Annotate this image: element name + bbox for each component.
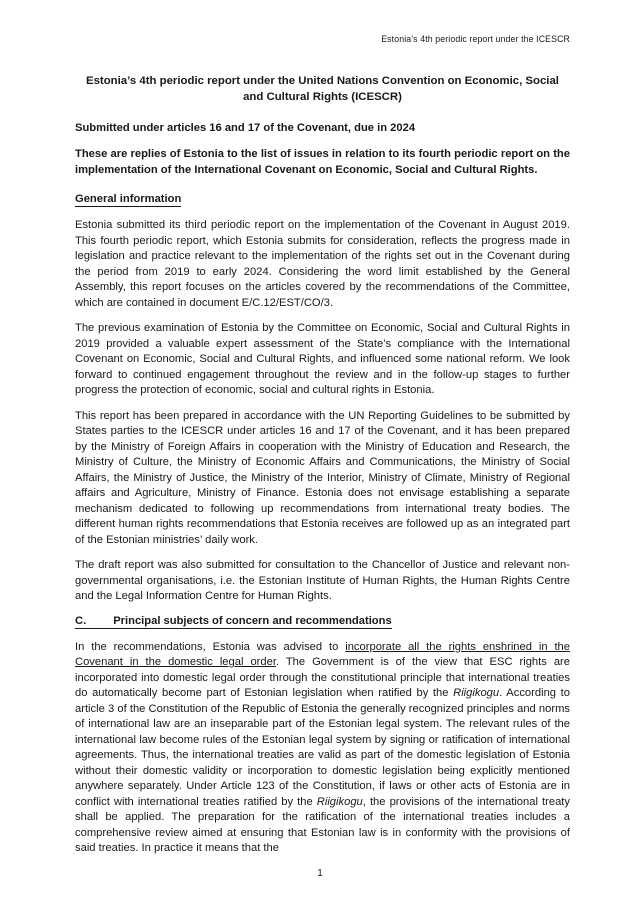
document-title: Estonia’s 4th periodic report under the United Nations Convention on Economic, Social and Cultural Rights (ICESCR) bbox=[86, 75, 559, 103]
text-run: , the provisions of the international treaty shall be applied. The preparation for the ratification of the international treaties includes a comprehensive review aimed at ensuring that Estonian law is in conformity with the provisions of said treaties. In practice it means that the bbox=[75, 795, 570, 854]
submitted-line: Submitted under articles 16 and 17 of the Covenant, due in 2024 bbox=[75, 122, 416, 134]
paragraph-incorporation bbox=[75, 640, 570, 857]
section-heading-title: Principal subjects of concern and recommendations bbox=[113, 614, 392, 627]
section-heading-text: General information bbox=[75, 193, 182, 205]
italic-term-riigikogu: Riigikogu bbox=[453, 687, 500, 699]
running-header: Estonia’s 4th periodic report under the ICESCR bbox=[381, 34, 570, 44]
page-number: 1 bbox=[317, 868, 323, 879]
text-run: In the recommendations, Estonia was advised to bbox=[75, 640, 346, 653]
text-run: . According to article 3 of the Constitution of the Republic of Estonia the generally recognized principles and norms of international law are an inseparable part of the Estonian legal system. The relevant rules of the international law become rules of the Estonian legal system by signing or ratification of international agreements. Thus, the international treaties are valid as part of the domestic legislation of Estonia without their domestic validity or incorporation to domestic legislation being explicitly mentioned anywhere separately. Under Article 123 of the Constitution, if laws or other acts of Estonia are in conflict with international treaties ratified by the bbox=[75, 687, 570, 808]
section-heading-general-information bbox=[75, 193, 570, 207]
underlined-phrase: incorporate all the rights enshrined in the Covenant in the domestic legal order bbox=[75, 640, 570, 668]
paragraph-preparation: This report has been prepared in accordance with the UN Reporting Guidelines to be submitted by States parties to the ICESCR under articles 16 and 17 of the Covenant, and it has been prepared by the Ministry of Foreign Affairs in cooperation with the Ministry of Education and Research, the Ministry of Culture, the Ministry of Economic Affairs and Communications, the Ministry of Social Affairs, the Ministry of Justice, the Ministry of the Interior, Ministry of Climate, Ministry of Regional affairs and Agriculture, Ministry of Finance. Estonia does not envisage establishing a separate mechanism dedicated to following up recommendations from international treaty bodies. The different human rights recommendations that Estonia receives are followed up as an integrated part of the Estonian ministries’ daily work. bbox=[75, 409, 570, 546]
section-heading-principal-subjects bbox=[75, 615, 570, 629]
section-label: C. bbox=[75, 614, 87, 627]
paragraph-previous-examination: The previous examination of Estonia by the Committee on Economic, Social and Cultural Rights in 2019 provided a valuable expert assessment of the State’s compliance with the International Covenant on Economic, Social and Cultural Rights, and influenced some national reform. We look forward to continued engagement throughout the review and in the follow-up stages to further progress the protection of economic, social and cultural rights in Estonia. bbox=[75, 322, 570, 396]
paragraph-report-submission: Estonia submitted its third periodic report on the implementation of the Covenant in August 2019. This fourth periodic report, which Estonia submits for consideration, reflects the progress made in legislation and practice relevant to the implementation of the rights set out in the Covenant during the period from 2019 to early 2024. Considering the word limit established by the General Assembly, this report focuses on the articles covered by the recommendations of the Committee, which are contained in document E/C.12/EST/CO/3. bbox=[75, 219, 570, 309]
section-principal-subjects bbox=[75, 615, 570, 857]
intro-paragraph: These are replies of Estonia to the list of issues in relation to its fourth periodic report on the implementation of the International Covenant on Economic, Social and Cultural Rights. bbox=[75, 148, 570, 176]
section-general-information bbox=[75, 193, 570, 605]
paragraph-consultation: The draft report was also submitted for consultation to the Chancellor of Justice and relevant non-governmental organisations, i.e. the Estonian Institute of Human Rights, the Human Rights Centre and the Legal Information Centre for Human Rights. bbox=[75, 559, 570, 602]
italic-term-riigikogu: Riigikogu bbox=[316, 795, 363, 808]
section-heading-text bbox=[75, 615, 392, 629]
text-run: . The Government is of the view that ESC rights are incorporated into domestic legal order through the constitutional principle that international treaties do automatically become part of Estonian legislation when ratified by the bbox=[75, 656, 570, 699]
